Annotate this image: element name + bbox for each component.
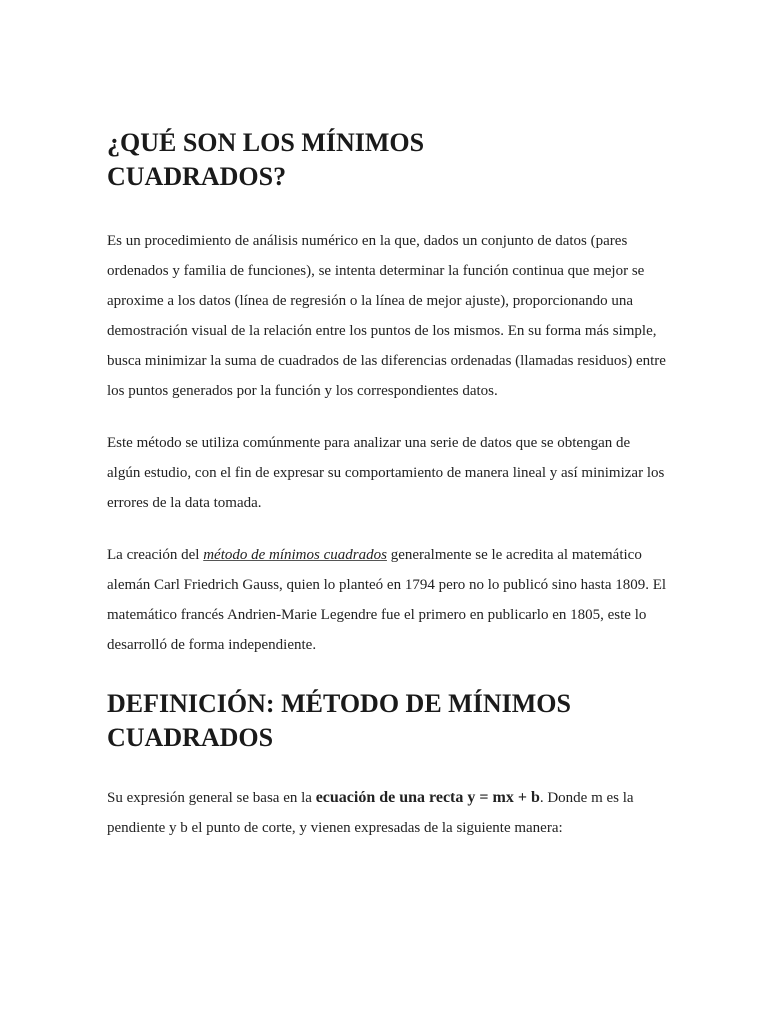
expression-text-after: . Donde m es la pendiente y b el punto de corte, y vienen expresadas de la siguiente manera: [107,790,634,836]
expression-text-before: Su expresión general se basa en la [107,790,316,806]
paragraph-history [107,540,667,660]
document-page [107,126,667,865]
heading-definicion-metodo [107,687,667,755]
paragraph-definition: Es un procedimiento de análisis numérico en la que, dados un conjunto de datos (pares ordenados y familia de funciones), se intenta determinar la función continua que mejor se aproxime a los datos (línea de regresión o la línea de mejor ajuste), proporcionando una demostración visual de la relación entre los puntos de los mismos. En su forma más simple, busca minimizar la suma de cuadrados de las diferencias ordenadas (llamadas residuos) entre los puntos generados por la función y los correspondientes datos. [107,233,666,399]
heading-line-1: ¿QUÉ SON LOS MÍNIMOS [107,128,425,157]
history-text-after-link: generalmente se le acredita al matemático alemán Carl Friedrich Gauss, quien lo planteó en 1794 pero no lo publicó sino hasta 1809. El matemático francés Andrien-Marie Legendre fue el primero en publicarlo en 1805, este lo desarrolló de forma independiente. [107,547,667,653]
heading-line-1: DEFINICIÓN: MÉTODO DE MÍNIMOS [107,689,571,718]
history-text-before-link: La creación del [107,547,204,563]
paragraph-usage: Este método se utiliza comúnmente para analizar una serie de datos que se obtengan de algún estudio, con el fin de expresar su comportamiento de manera lineal y así minimizar los errores de la data tomada. [107,435,665,511]
metodo-minimos-cuadrados-link[interactable]: método de mínimos cuadrados [203,547,387,563]
heading-line-2: CUADRADOS [107,723,274,752]
equation-bold-text: ecuación de una recta y = mx + b [315,789,540,806]
heading-line-2: CUADRADOS? [107,162,287,191]
paragraph-expression [107,783,667,843]
heading-que-son-minimos-cuadrados [107,126,667,194]
